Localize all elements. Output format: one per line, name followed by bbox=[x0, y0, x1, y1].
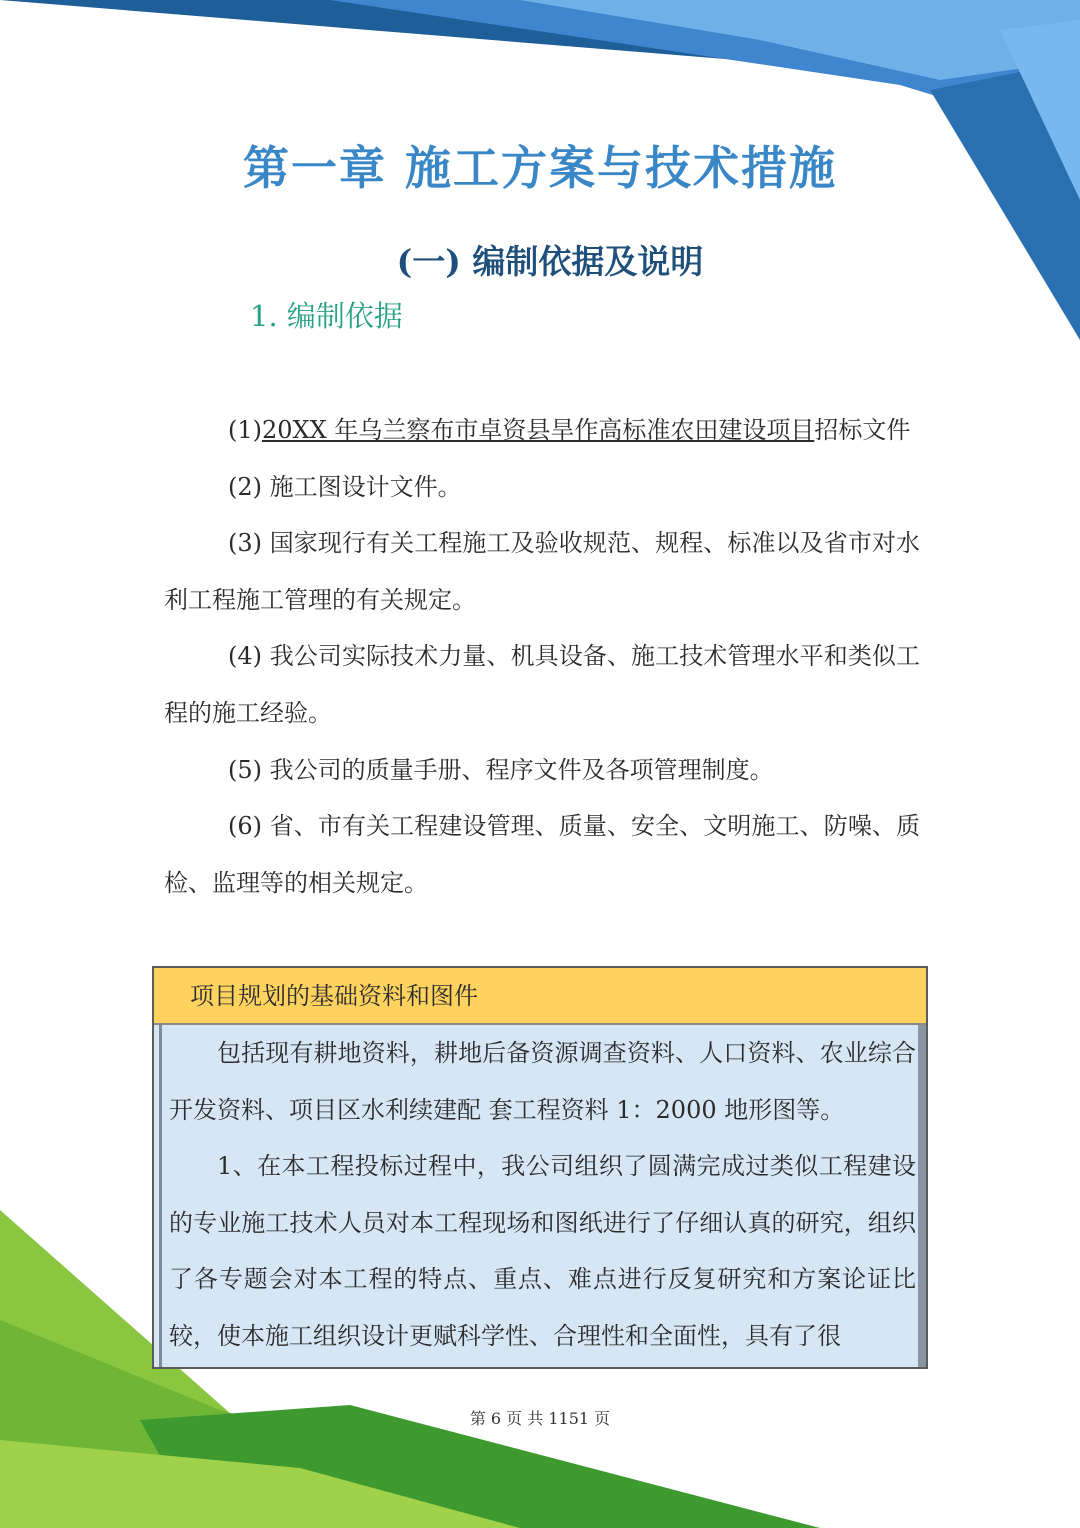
basis-item-1: (1)20XX 年乌兰察布市卓资县旱作高标准农田建设项目招标文件 bbox=[228, 416, 911, 444]
basis-item-4: (4) 我公司实际技术力量、机具设备、施工技术管理水平和类似工程的施工经验。 bbox=[164, 642, 920, 727]
basis-item-2: (2) 施工图设计文件。 bbox=[228, 472, 462, 501]
section-title: (一) 编制依据及说明 bbox=[396, 242, 704, 281]
page-footer: 第 6 页 共 1151 页 bbox=[469, 1409, 611, 1428]
chapter-title: 第一章 施工方案与技术措施 bbox=[242, 141, 837, 195]
basis-item-5: (5) 我公司的质量手册、程序文件及各项管理制度。 bbox=[228, 755, 774, 784]
watermark-logo: 小红书 bbox=[986, 1440, 1050, 1472]
info-box-body bbox=[159, 1025, 916, 1367]
basis-item-3: (3) 国家现行有关工程施工及验收规范、规程、标准以及省市对水利工程施工管理的有关规定。 bbox=[164, 529, 920, 614]
info-box-header: 项目规划的基础资料和图件 bbox=[154, 968, 926, 1025]
basis-list bbox=[164, 402, 920, 911]
info-box bbox=[152, 966, 928, 1369]
watermark-text: 小红书号：4139469692 bbox=[859, 1485, 1056, 1504]
basis-item-6: (6) 省、市有关工程建设管理、质量、安全、文明施工、防噪、质检、监理等的相关规定。 bbox=[164, 812, 920, 897]
info-box-paragraph: 包括现有耕地资料，耕地后备资源调查资料、人口资料、农业综合开发资料、项目区水利续建配 套工程资料 1：2000 地形图等。 bbox=[169, 1039, 916, 1124]
info-box-paragraph: 1、在本工程投标过程中，我公司组织了圆满完成过类似工程建设的专业施工技术人员对本工程现场和图纸进行了仔细认真的研究，组织了各专题会对本工程的特点、重点、难点进行反复研究和方案论证比较，使本施工组织设计更赋科学性、合理性和全面性，具有了很 bbox=[169, 1152, 916, 1350]
subsection-title: 1. 编制依据 bbox=[250, 299, 403, 333]
project-name: 20XX 年乌兰察布市卓资县旱作高标准农田建设项目 bbox=[262, 416, 815, 444]
